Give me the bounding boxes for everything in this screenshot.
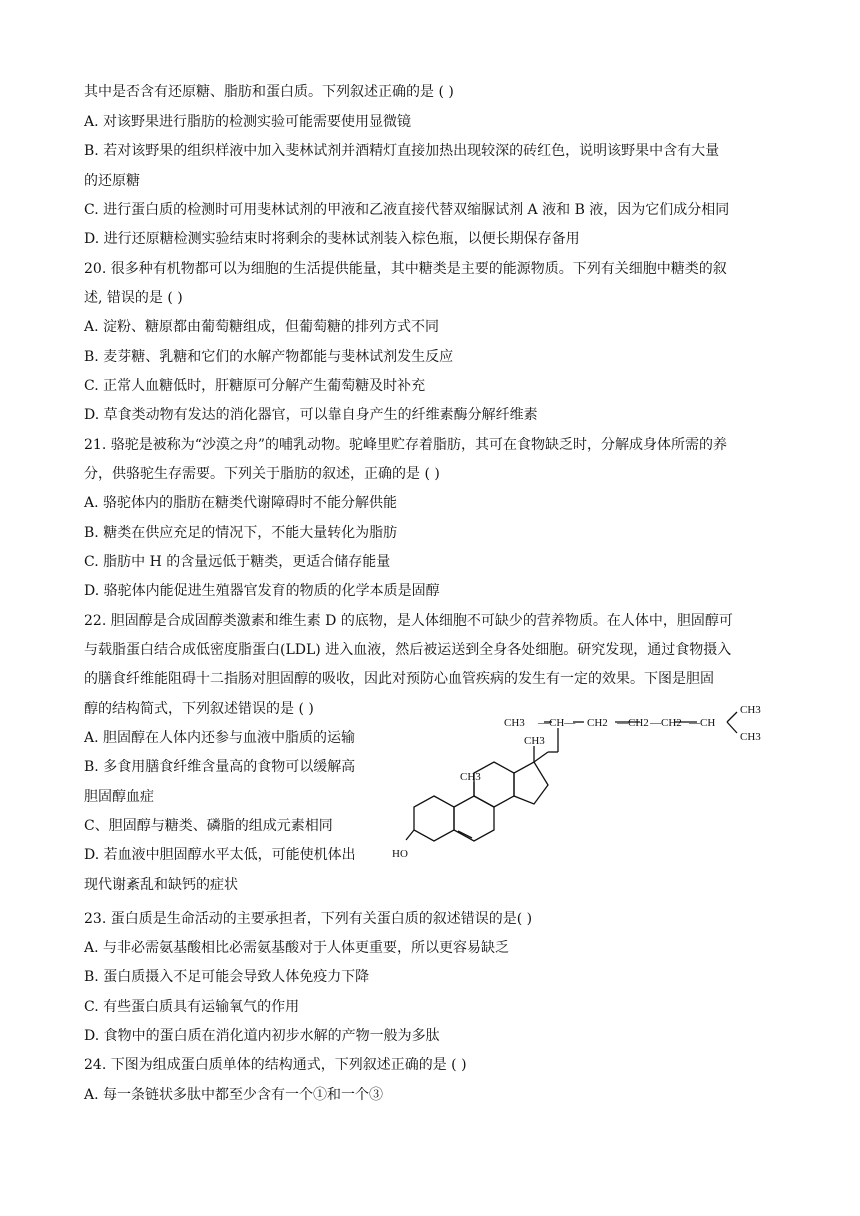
- chain-ch-branch: —CH: [689, 717, 716, 729]
- methyl-lower: CH3: [460, 771, 481, 783]
- q19-option-a: A. 对该野果进行脂肪的检测实验可能需要使用显微镜: [84, 114, 412, 130]
- branch-ch3-top: CH3: [740, 704, 761, 716]
- chain-ch2-a: CH2: [587, 717, 608, 729]
- cholesterol-structure-figure: [392, 700, 782, 880]
- q22-option-b-line2: 胆固醇血症: [84, 789, 154, 805]
- q22-option-d-line1: D. 若血液中胆固醇水平太低，可能使机体出: [84, 847, 356, 863]
- q20-option-d: D. 草食类动物有发达的消化器官，可以靠自身产生的纤维素酶分解纤维素: [84, 407, 538, 423]
- q19-option-b-line2: 的还原糖: [84, 173, 140, 189]
- q23-stem: 23. 蛋白质是生命活动的主要承担者，下列有关蛋白质的叙述错误的是( ): [84, 911, 533, 927]
- q21-stem-line1: 21. 骆驼是被称为“沙漠之舟”的哺乳动物。驼峰里贮存着脂肪，其可在食物缺乏时，分解成身体所需的养: [84, 437, 728, 453]
- q20-option-c: C. 正常人血糖低时，肝糖原可分解产生葡萄糖及时补充: [84, 378, 426, 394]
- q23-option-a: A. 与非必需氨基酸相比必需氨基酸对于人体更重要，所以更容易缺乏: [84, 940, 510, 956]
- q22-option-c: C、胆固醇与糖类、磷脂的组成元素相同: [84, 818, 333, 834]
- q23-option-c: C. 有些蛋白质具有运输氧气的作用: [84, 999, 300, 1015]
- q19-stem-tail: 其中是否含有还原糖、脂肪和蛋白质。下列叙述正确的是 ( ): [84, 84, 454, 100]
- q22-option-a: A. 胆固醇在人体内还参与血液中脂质的运输: [84, 730, 356, 746]
- chain-ch: —CH—: [538, 717, 576, 729]
- q22-stem-line1: 22. 胆固醇是合成固醇类激素和维生素 D 的底物，是人体细胞不可缺少的营养物质。在人体中，胆固醇可: [84, 613, 733, 629]
- q22-option-b-line1: B. 多食用膳食纤维含量高的食物可以缓解高: [84, 759, 356, 775]
- q21-option-a: A. 骆驼体内的脂肪在糖类代谢障碍时不能分解供能: [84, 495, 398, 511]
- q23-option-b: B. 蛋白质摄入不足可能会导致人体免疫力下降: [84, 969, 370, 985]
- q24-option-a: A. 每一条链状多肽中都至少含有一个①和一个③: [84, 1087, 384, 1103]
- q19-option-b-line1: B. 若对该野果的组织样液中加入斐林试剂并酒精灯直接加热出现较深的砖红色，说明该野果中含有大量: [84, 143, 720, 159]
- chain-ch2-c: —CH2: [650, 717, 682, 729]
- chain-ch3-left: CH3: [504, 717, 525, 729]
- q21-option-c: C. 脂肪中 H 的含量远低于糖类，更适合储存能量: [84, 554, 391, 570]
- chain-ch2-b: —CH2: [617, 717, 649, 729]
- q21-option-b: B. 糖类在供应充足的情况下，不能大量转化为脂肪: [84, 525, 398, 541]
- methyl-upper: CH3: [524, 735, 545, 747]
- q22-stem-line3: 的膳食纤维能阻碍十二指肠对胆固醇的吸收，因此对预防心血管疾病的发生有一定的效果。下图是胆固: [84, 671, 714, 687]
- hydroxyl-label: HO: [392, 848, 408, 860]
- q19-option-d: D. 进行还原糖检测实验结束时将剩余的斐林试剂装入棕色瓶，以便长期保存备用: [84, 231, 580, 247]
- q23-option-d: D. 食物中的蛋白质在消化道内初步水解的产物一般为多肽: [84, 1028, 440, 1044]
- q22-stem-line2: 与载脂蛋白结合成低密度脂蛋白(LDL) 进入血液，然后被运送到全身各处细胞。研究发现，通过食物摄入: [84, 642, 732, 658]
- q21-stem-line2: 分，供骆驼生存需要。下列关于脂肪的叙述，正确的是 ( ): [84, 466, 440, 482]
- q22-option-d-line2: 现代谢紊乱和缺钙的症状: [84, 877, 238, 893]
- q20-stem-line1: 20. 很多种有机物都可以为细胞的生活提供能量，其中糖类是主要的能源物质。下列有关细胞中糖类的叙: [84, 261, 727, 277]
- q24-stem: 24. 下图为组成蛋白质单体的结构通式，下列叙述正确的是 ( ): [84, 1057, 467, 1073]
- q21-option-d: D. 骆驼体内能促进生殖器官发育的物质的化学本质是固醇: [84, 583, 440, 599]
- q19-option-c: C. 进行蛋白质的检测时可用斐林试剂的甲液和乙液直接代替双缩脲试剂 A 液和 B 液，因为它们成分相同: [84, 202, 730, 218]
- branch-ch3-bottom: CH3: [740, 731, 761, 743]
- q20-option-b: B. 麦芽糖、乳糖和它们的水解产物都能与斐林试剂发生反应: [84, 349, 454, 365]
- q20-option-a: A. 淀粉、糖原都由葡萄糖组成，但葡萄糖的排列方式不同: [84, 319, 440, 335]
- q22-stem-line4: 醇的结构简式，下列叙述错误的是 ( ): [84, 701, 314, 717]
- q20-stem-line2: 述, 错误的是 ( ): [84, 290, 183, 306]
